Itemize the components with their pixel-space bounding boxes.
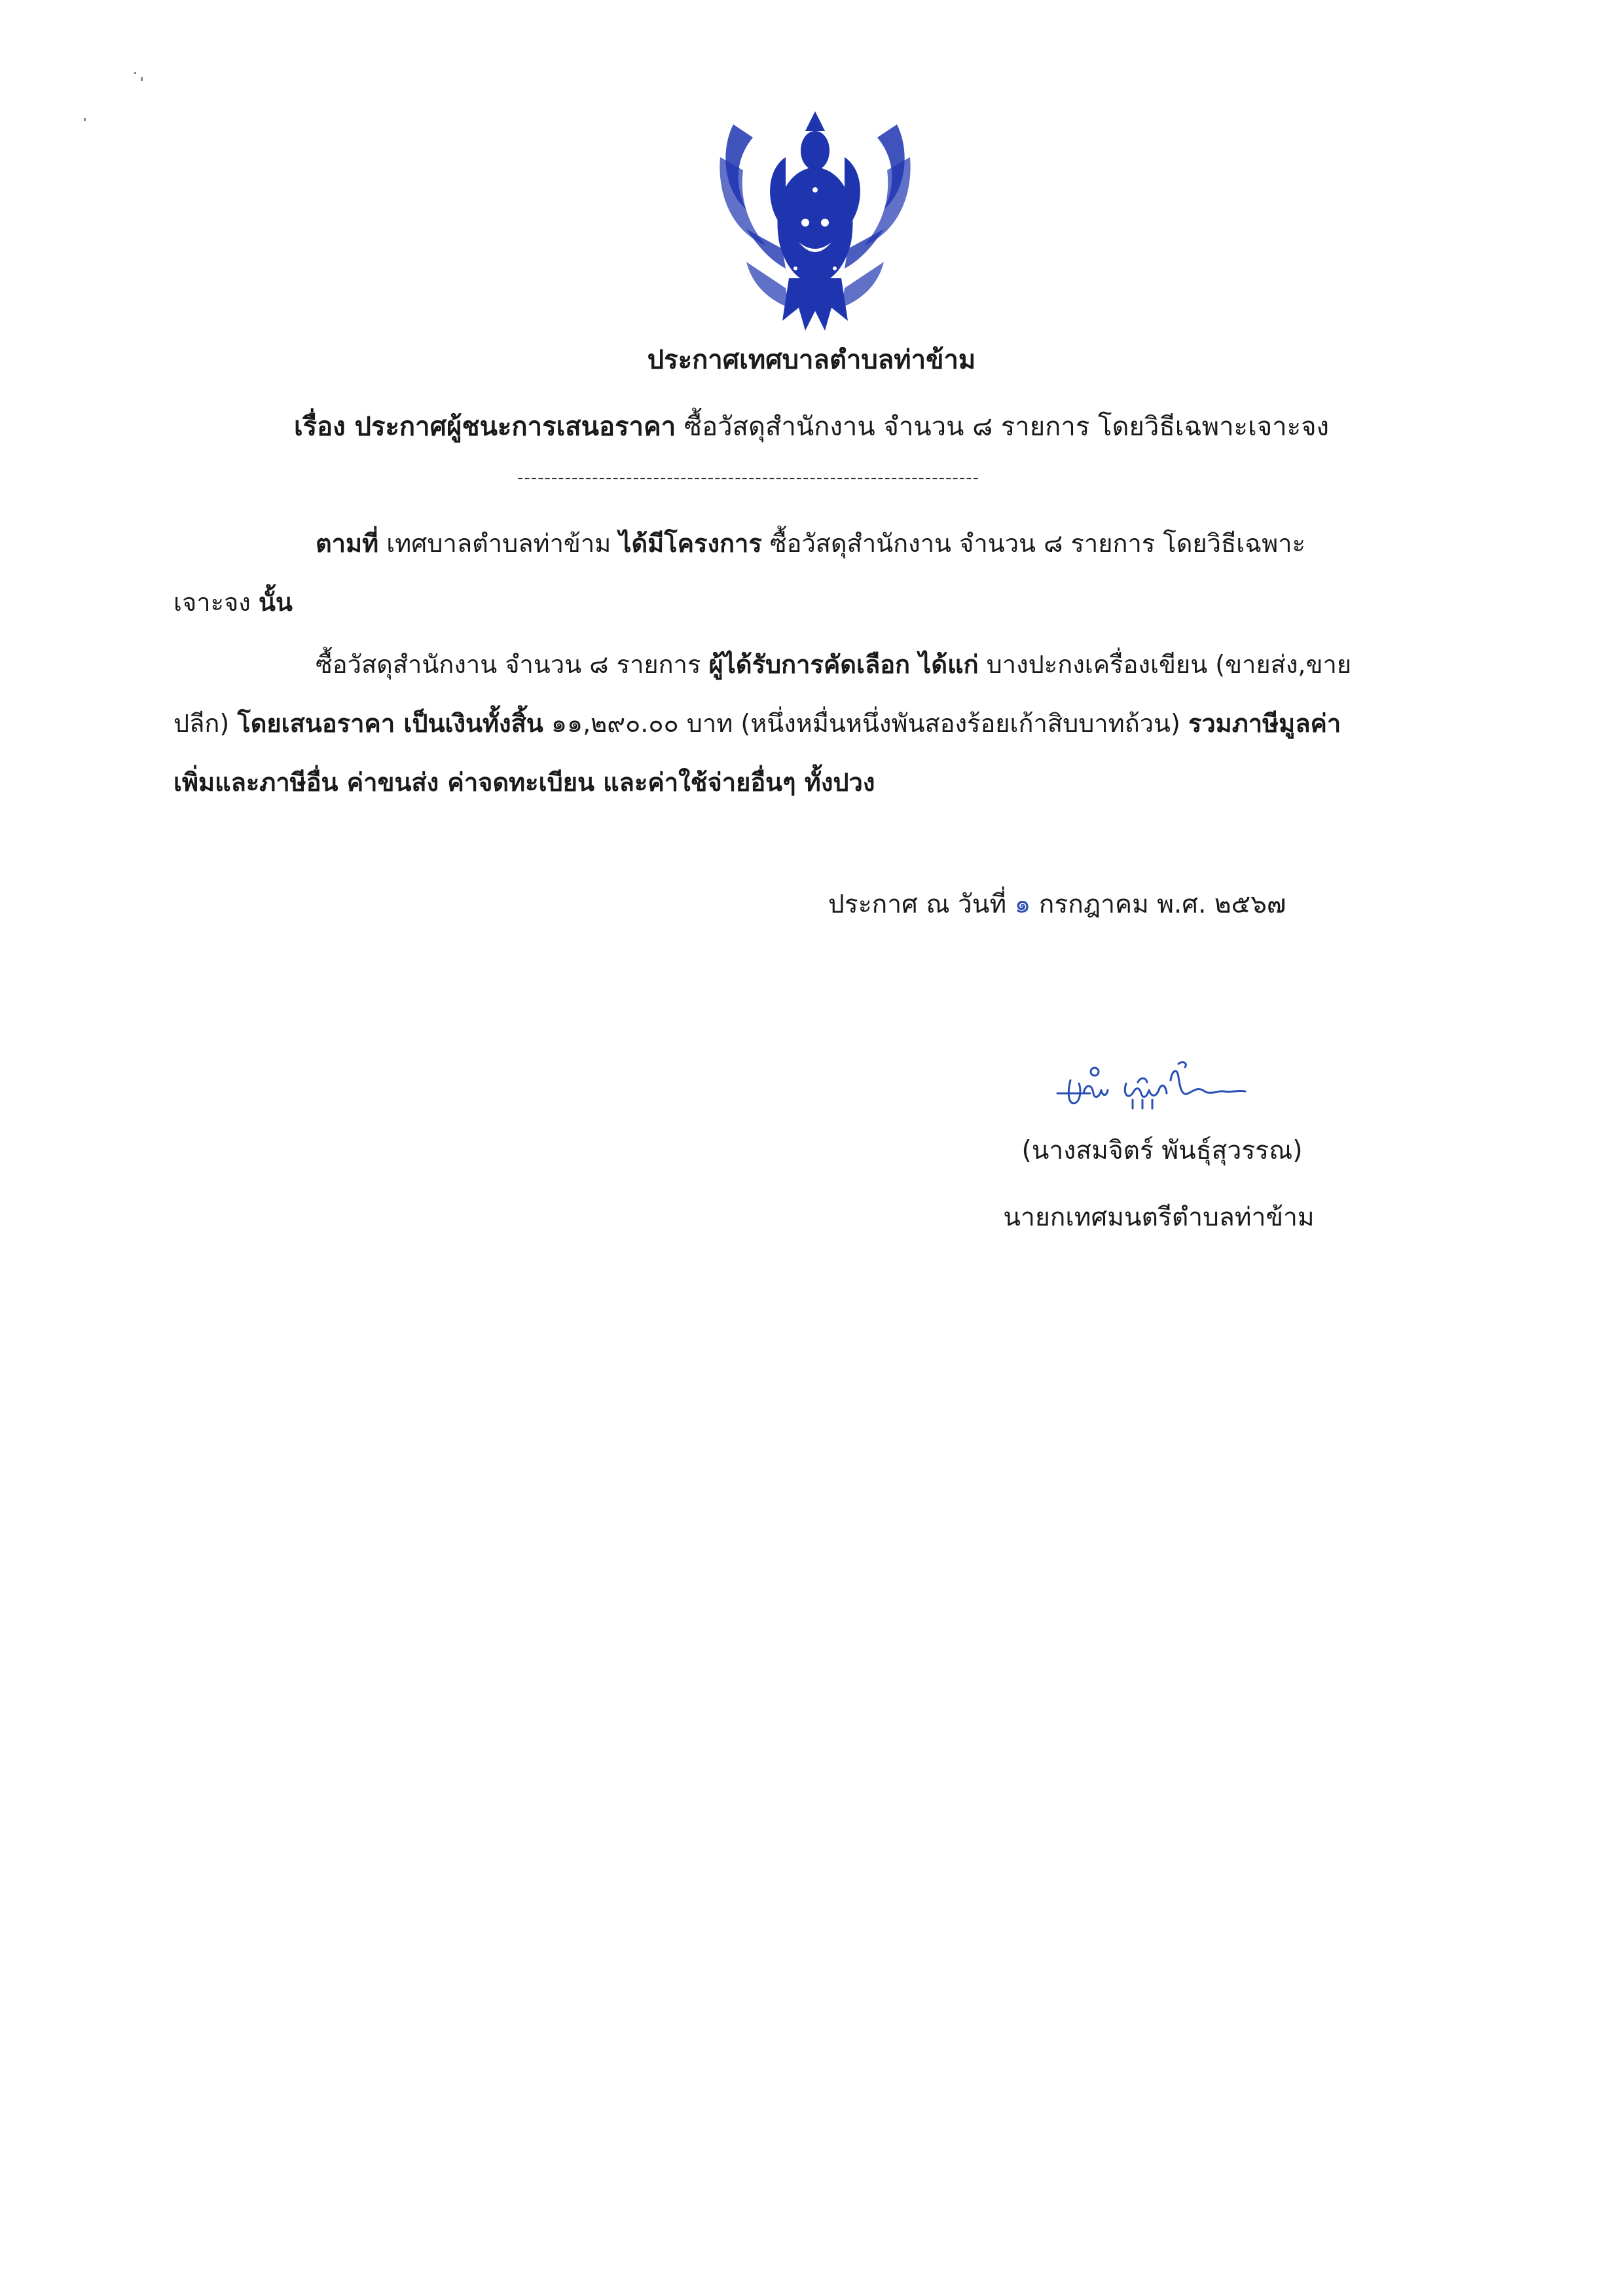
text-run: ตามที่ — [316, 529, 379, 558]
header-divider: -------------------------------------------------------------------- — [517, 468, 979, 488]
text-run: ผู้ได้รับการคัดเลือก ได้แก่ — [708, 650, 979, 679]
paragraph-2-line-2 — [173, 704, 1341, 743]
text-run: ซื้อวัสดุสำนักงาน จำนวน ๘ รายการ โดยวิธีเฉพาะ — [761, 529, 1305, 558]
subject-label: เรื่อง ประกาศผู้ชนะการเสนอราคา — [293, 412, 676, 442]
paragraph-2-line-3 — [173, 763, 875, 802]
text-run: ได้มีโครงการ — [619, 529, 762, 558]
handwritten-signature — [1054, 1057, 1264, 1113]
text-run: ซื้อวัสดุสำนักงาน จำนวน ๘ รายการ — [316, 650, 709, 679]
text-run: ๑๑,๒๙๐.๐๐ บาท (หนึ่งหมื่นหนึ่งพันสองร้อยเก้าสิบบาทถ้วน) — [543, 709, 1188, 738]
date-month-year: กรกฎาคม พ.ศ. ๒๕๖๗ — [1038, 890, 1286, 919]
announcement-subject — [0, 407, 1623, 446]
signer-position: นายกเทศมนตรีตำบลท่าข้าม — [1003, 1203, 1315, 1232]
date-label: ประกาศ ณ วันที่ — [828, 890, 1007, 919]
text-run: รวมภาษีมูลค่า — [1188, 709, 1341, 738]
text-run: เพิ่มและภาษีอื่น ค่าขนส่ง ค่าจดทะเบียน และค่าใช้จ่ายอื่นๆ ทั้งปวง — [173, 768, 875, 797]
announcement-date — [828, 885, 1286, 924]
signer-name: (นางสมจิตร์ พันธุ์สุวรรณ) — [1021, 1136, 1303, 1165]
announcement-title: ประกาศเทศบาลตำบลท่าข้าม — [647, 345, 976, 375]
paragraph-2-line-1 — [316, 645, 1351, 684]
text-run: เจาะจง — [173, 588, 259, 617]
text-run: บางปะกงเครื่องเขียน (ขายส่ง,ขาย — [978, 650, 1352, 679]
scan-speck — [134, 72, 136, 74]
subject-text: ซื้อวัสดุสำนักงาน จำนวน ๘ รายการ โดยวิธีเฉพาะเจาะจง — [684, 412, 1330, 442]
text-run: นั้น — [258, 588, 293, 617]
paragraph-1-line-1 — [316, 524, 1305, 563]
garuda-emblem — [707, 111, 923, 337]
paragraph-1-line-2 — [173, 583, 293, 622]
text-run: เทศบาลตำบลท่าข้าม — [378, 529, 619, 558]
text-run: ปลีก) — [173, 709, 238, 738]
date-day: ๑ — [1014, 890, 1031, 919]
text-run: โดยเสนอราคา เป็นเงินทั้งสิ้น — [237, 709, 543, 738]
scan-speck — [141, 77, 143, 81]
scan-speck — [84, 118, 86, 121]
